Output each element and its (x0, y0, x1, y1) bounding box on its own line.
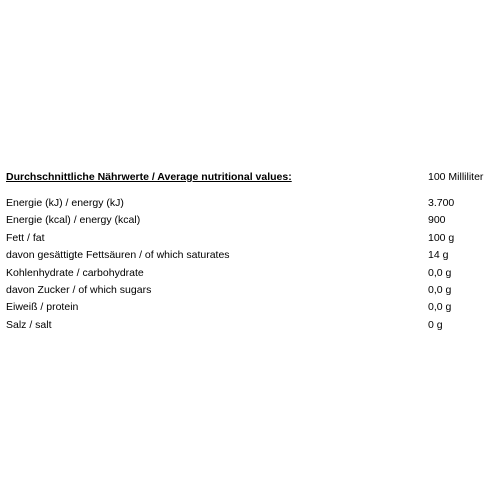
row-value: 0,0 g (428, 301, 452, 314)
row-label: Energie (kcal) / energy (kcal) (6, 214, 141, 227)
row-label: davon Zucker / of which sugars (6, 283, 152, 296)
row-value: 3.700 (428, 197, 455, 209)
table-row-fat (6, 230, 494, 247)
table-row-saturates (6, 247, 494, 264)
row-label: davon gesättigte Fettsäuren / of which saturates (6, 249, 230, 262)
row-value: 0 g (428, 318, 443, 331)
table-header (6, 168, 494, 187)
row-value: 14 g (428, 249, 449, 262)
row-value: 100 g (428, 231, 455, 244)
nutrition-table (6, 168, 494, 334)
row-label: Fett / fat (6, 231, 45, 244)
row-label: Kohlenhydrate / carbohydrate (6, 266, 144, 279)
table-row-energy-kj (6, 195, 494, 212)
table-row-protein (6, 299, 494, 316)
table-row-energy-kcal (6, 212, 494, 229)
row-label: Eiweiß / protein (6, 301, 79, 314)
table-row-sugars (6, 282, 494, 299)
row-value: 900 (428, 214, 446, 227)
table-row-salt (6, 317, 494, 334)
row-value: 0,0 g (428, 266, 452, 279)
row-value: 0,0 g (428, 283, 452, 296)
row-label: Energie (kJ) / energy (kJ) (6, 197, 124, 209)
table-row-carbohydrate (6, 265, 494, 282)
table-header-unit: 100 Milliliter (428, 171, 484, 183)
table-header-label: Durchschnittliche Nährwerte / Average nutritional values: (6, 171, 292, 183)
row-label: Salz / salt (6, 318, 52, 331)
